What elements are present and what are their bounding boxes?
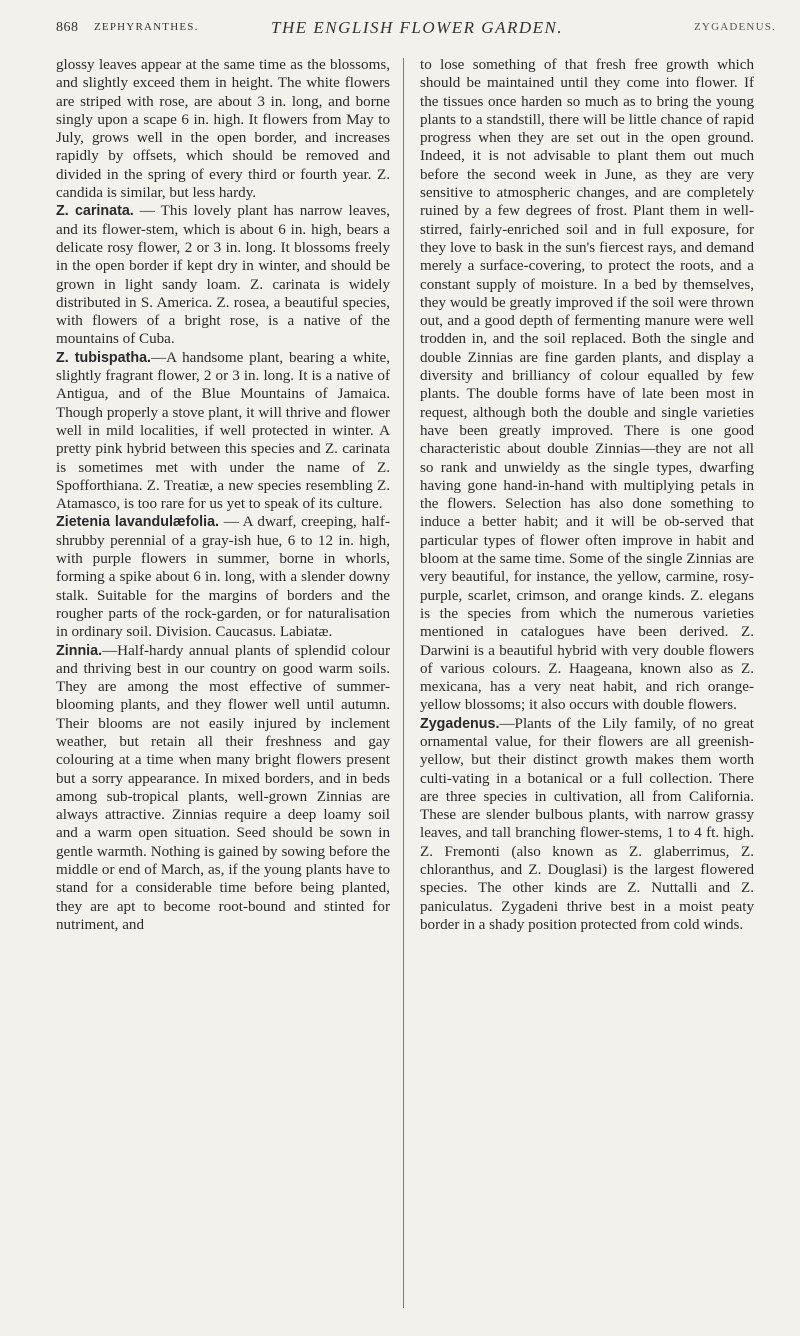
paragraph-text: —A handsome plant, bearing a white, slightly fragrant flower, 2 or 3 in. long. It is a native of Antigua, and of the Blue Mountains of Jamaica. Though properly a stove plant, it will thrive and flower well in mild localities, if well protected in winter. A pretty pink hybrid between this species and Z. carinata is sometimes met with under the name of Z. Spofforthiana. Z. Treatiæ, a new species resembling Z. Atamasco, is too rare for us yet to speak of its culture.: [56, 349, 391, 513]
page-number: 868: [56, 20, 79, 35]
running-head-left: ZEPHYRANTHES.: [94, 21, 199, 33]
paragraph-text: — A dwarf, creeping, half-shrubby perennial of a gray-ish hue, 6 to 12 in. high, with purple flowers in summer, borne in whorls, forming a spike about 6 in. long, with a slender downy stalk. Suitable for the margins of borders and the rougher parts of the rock-garden, or for naturalisation in ordinary soil. Division. Caucasus. Labiatæ.: [56, 514, 390, 641]
entry-term: Zinnia.: [56, 642, 103, 659]
paragraph: [56, 349, 390, 514]
paragraph: [56, 642, 390, 935]
left-column: [56, 56, 390, 934]
entry-term: Z. carinata.: [56, 203, 134, 220]
entry-term: Zietenia lavandulæfolia.: [56, 514, 219, 531]
running-head-right: ZYGADENUS.: [694, 21, 776, 33]
paragraph-text: — This lovely plant has narrow leaves, and its flower-stem, which is about 6 in. high, bears a delicate rosy flower, 2 or 3 in. long. It blossoms freely in the open border if kept dry in winter, and should be grown in light sandy loam. Z. carinata is widely distributed in S. America. Z. rosea, a beautiful species, with flowers of a bright rose, is a native of the mountains of Cuba.: [56, 203, 390, 348]
right-column: [420, 56, 754, 934]
entry-term: Zygadenus.: [420, 715, 500, 732]
entry-term: Z. tubispatha.: [56, 349, 152, 366]
paragraph-text: to lose something of that fresh free growth which should be maintained until they come into flower. If the tissues once harden so much as to bring the young plants to a standstill, there will be little chance of rapid progress when they are set out in the open ground. Indeed, it is not advisable to plant them out much before the second week in June, as they are very sensitive to atmospheric changes, and are completely ruined by a few degrees of frost. Plant them in well-stirred, fairly-enriched soil and in full exposure, for they love to bask in the sun's fiercest rays, and demand merely a surface-covering, to protect the roots, and a constant supply of moisture. In a bed by themselves, they would be greatly improved if the soil were thrown out, and a good depth of fermenting manure were well trodden in, and the soil replaced. Both the single and double Zinnias are fine garden plants, and display a diversity and brilliancy of colour equalled by few plants. The double forms have of late been most in request, although both the double and single varieties have been greatly improved. There is one good characteristic about double Zinnias—they are not all so rank and unwieldy as the single types, dwarfing having gone hand-in-hand with multiplying petals in the flowers. Selection has also done something to induce a better habit; and it will be ob-served that particular types of flower often improve in habit and bloom at the same time. Some of the single Zinnias are very beautiful, for instance, the yellow, carmine, rosy-purple, scarlet, crimson, and orange kinds. Z. elegans is the species from which the numerous varieties mentioned in catalogues have been derived. Z. Darwini is a beautiful hybrid with very double flowers of various colours. Z. Haageana, known also as Z. mexicana, has a very neat habit, and rich orange-yellow blossoms; it also occurs with double flowers.: [420, 57, 754, 714]
paragraph: [56, 513, 390, 641]
paragraph: [420, 56, 754, 715]
paragraph-text: —Half-hardy annual plants of splendid colour and thriving best in our country on good warm soils. They are among the most effective of summer-blooming plants, and they flower well until autumn. Their blooms are not easily injured by inclement weather, but retain all their freshness and gay colouring at a time when many bright flowers present but a sorry appearance. In mixed borders, and in beds among sub-tropical plants, well-grown Zinnias are always attractive. Zinnias require a deep loamy soil and a warm open situation. Seed should be sown in gentle warmth. Nothing is gained by sowing before the middle or end of March, as, if the young plants have to stand for a considerable time before being planted, they are apt to become root-bound and stinted for nutriment, and: [56, 642, 390, 933]
paragraph: [56, 202, 390, 348]
paragraph-text: —Plants of the Lily family, of no great ornamental value, for their flowers are all greenish-yellow, but their distinct growth makes them worth culti-vating in a botanical or a full collection. There are three species in cultivation, all from California. These are slender bulbous plants, with narrow grassy leaves, and tall branching flower-stems, 1 to 4 ft. high. Z. Fremonti (also known as Z. glaberrimus, Z. chloranthus, and Z. Douglasi) is the largest flowered species. The other kinds are Z. Nuttalli and Z. paniculatus. Zygadeni thrive best in a moist peaty border in a shady position protected from cold winds.: [420, 715, 754, 933]
paragraph: [420, 715, 754, 935]
running-head-title: THE ENGLISH FLOWER GARDEN.: [271, 18, 564, 37]
paragraph: [56, 56, 390, 202]
column-divider: [403, 58, 404, 1308]
paragraph-text: glossy leaves appear at the same time as the blossoms, and slightly exceed them in height. The white flowers are striped with rose, are about 3 in. long, and borne singly upon a scape 6 in. high. It flowers from May to July, grows well in the open border, and increases rapidly by offsets, which should be removed and divided in the spring of every third or fourth year. Z. candida is similar, but less hardy.: [56, 57, 390, 202]
running-head: [56, 18, 776, 38]
